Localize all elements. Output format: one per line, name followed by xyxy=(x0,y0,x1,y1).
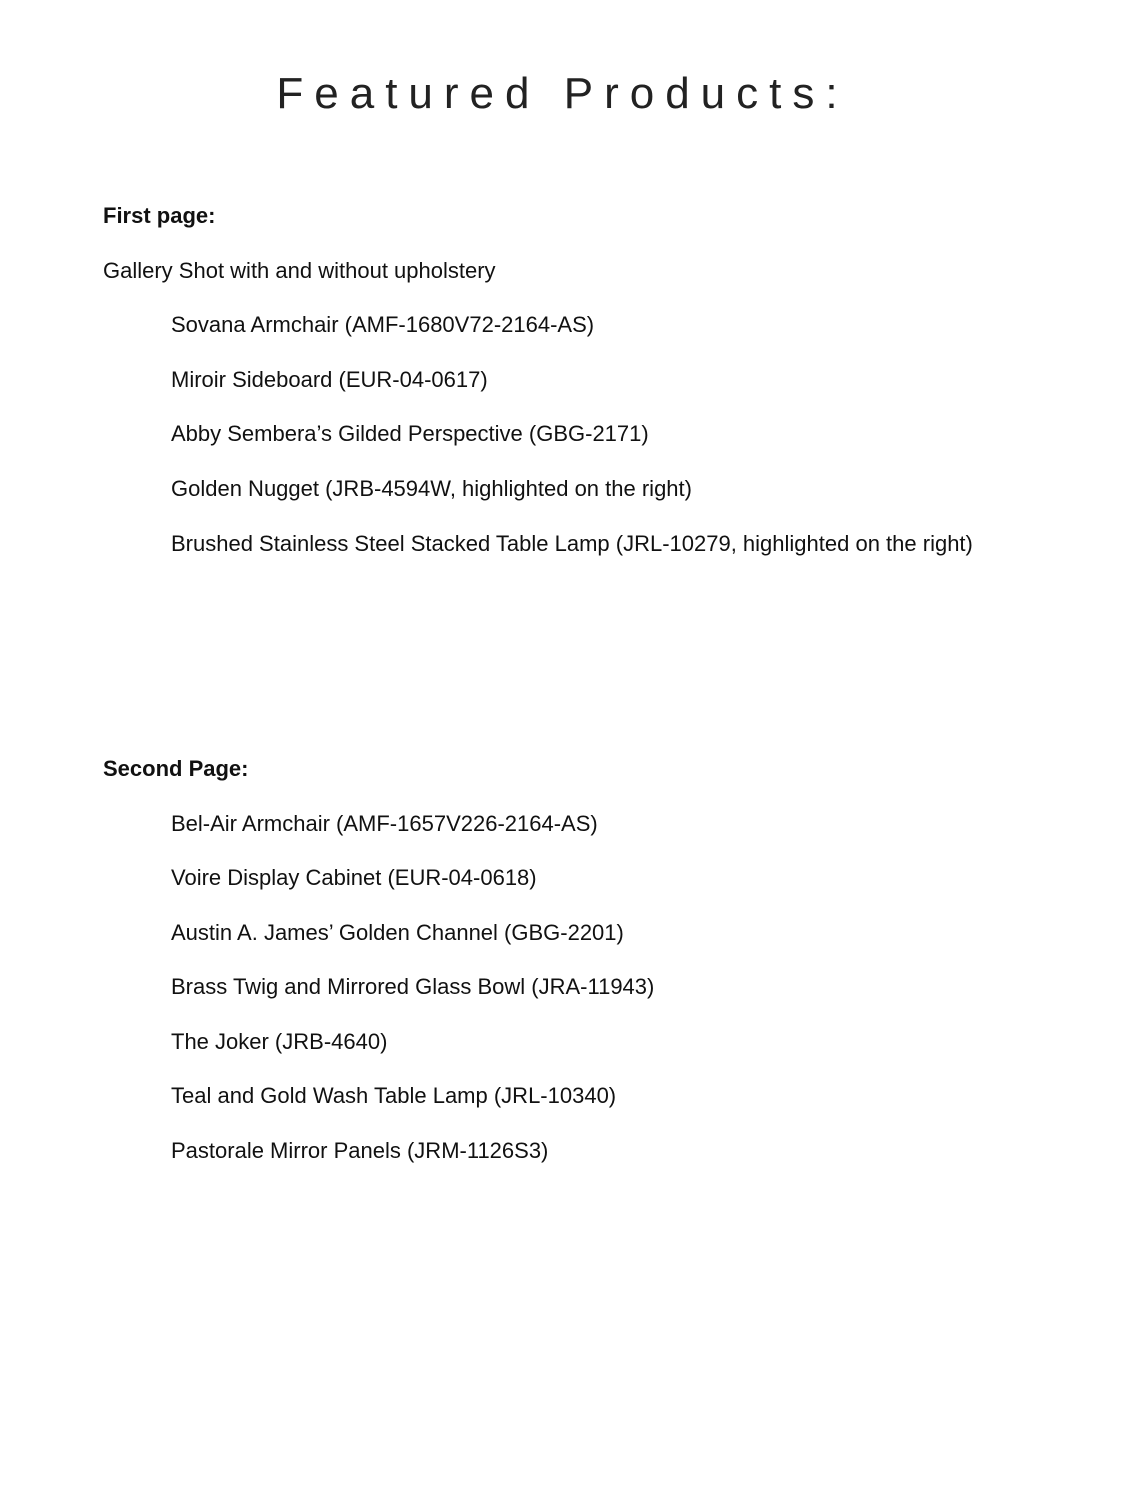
first-page-item: Brushed Stainless Steel Stacked Table Lamp (JRL-10279, highlighted on the right) xyxy=(171,531,973,556)
second-page-item: Bel-Air Armchair (AMF-1657V226-2164-AS) xyxy=(171,811,598,836)
second-page-heading: Second Page: xyxy=(103,756,249,781)
second-page-item: Voire Display Cabinet (EUR-04-0618) xyxy=(171,865,537,890)
first-page-item: Sovana Armchair (AMF-1680V72-2164-AS) xyxy=(171,312,595,337)
second-page-item: Brass Twig and Mirrored Glass Bowl (JRA-11943) xyxy=(171,974,655,999)
second-page-item: Teal and Gold Wash Table Lamp (JRL-10340) xyxy=(171,1083,617,1108)
first-page-item: Miroir Sideboard (EUR-04-0617) xyxy=(171,367,488,392)
first-page-heading: First page: xyxy=(103,203,216,228)
second-page-item: The Joker (JRB-4640) xyxy=(171,1029,388,1054)
first-page-intro: Gallery Shot with and without upholstery xyxy=(103,258,496,283)
second-page-item: Pastorale Mirror Panels (JRM-1126S3) xyxy=(171,1138,549,1163)
second-page-item: Austin A. James’ Golden Channel (GBG-2201) xyxy=(171,920,624,945)
page-title: Featured Products: xyxy=(276,69,849,118)
first-page-item: Golden Nugget (JRB-4594W, highlighted on the right) xyxy=(171,476,692,501)
first-page-item: Abby Sembera’s Gilded Perspective (GBG-2171) xyxy=(171,421,649,446)
